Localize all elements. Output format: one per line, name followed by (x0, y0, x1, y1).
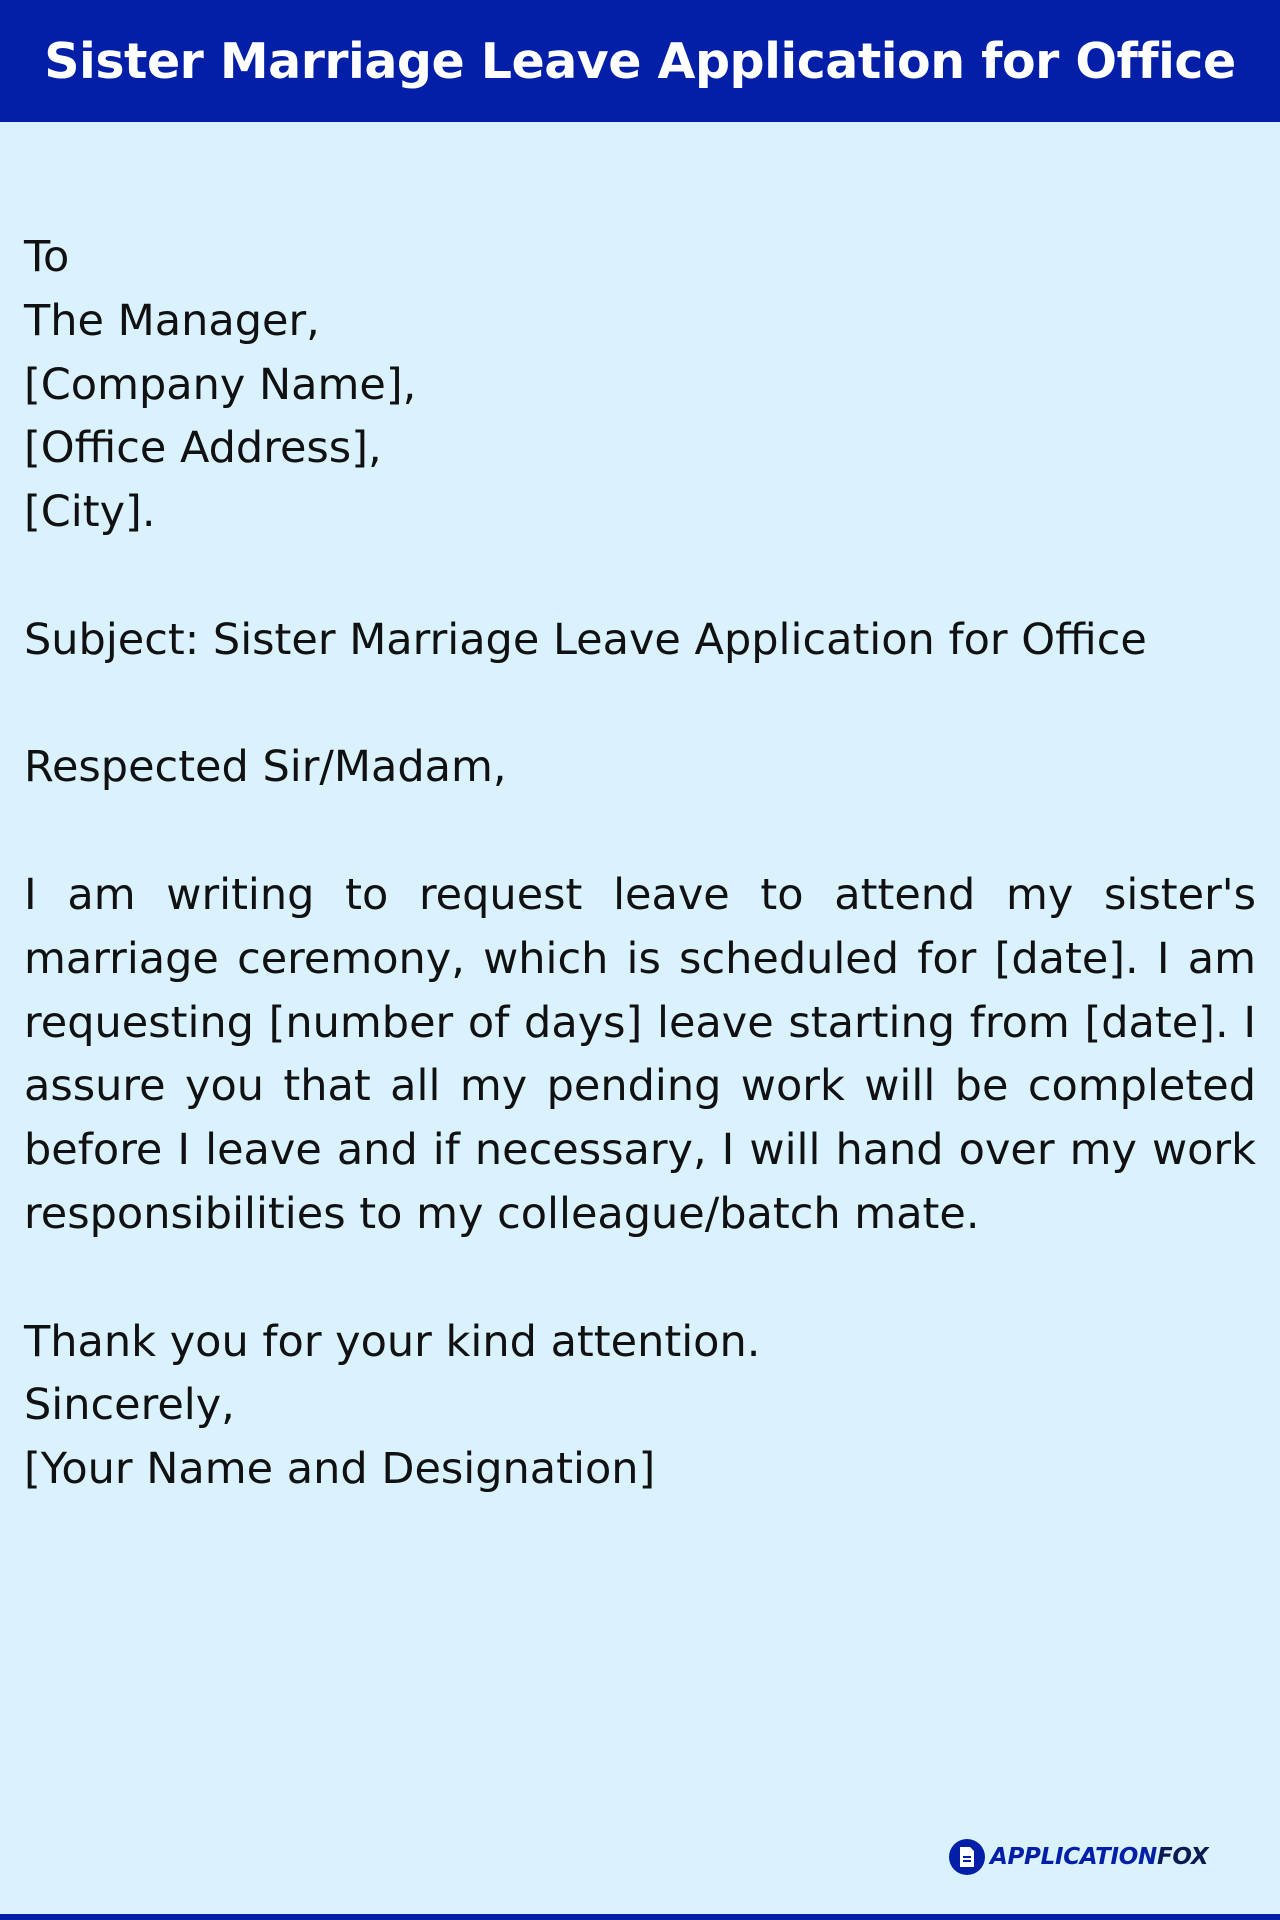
salutation: Respected Sir/Madam, (24, 742, 507, 793)
document-icon (949, 1839, 985, 1875)
header-banner (0, 0, 1280, 122)
subject-line: Subject: Sister Marriage Leave Application for Office (24, 614, 1147, 665)
brand-name-part1: APPLICATION (990, 1844, 1157, 1870)
brand-logo (949, 1837, 1208, 1877)
closing-line: Sincerely, (24, 1380, 235, 1431)
address-line: The Manager, (24, 295, 320, 346)
footer-rule (0, 1914, 1280, 1920)
address-line: [Office Address], (24, 423, 382, 474)
brand-name (990, 1844, 1208, 1870)
address-line: To (24, 232, 70, 282)
body-paragraph: I am writing to request leave to attend my sister's marriage ceremony, which is scheduled for [date]. I am requesting [number of days] leave starting from [date]. I assure you that all my pending work will be completed before I leave and if necessary, I will hand over my work responsibilities to my colleague/batch mate. (24, 869, 1256, 1239)
address-line: [Company Name], (24, 359, 417, 410)
letter-body (24, 226, 1256, 1502)
brand-name-part2: FOX (1156, 1844, 1209, 1870)
page-title: Sister Marriage Leave Application for Office (44, 32, 1236, 90)
signature-placeholder: [Your Name and Designation] (24, 1444, 656, 1495)
address-line: [City]. (24, 487, 156, 538)
closing (24, 1311, 1256, 1502)
closing-line: Thank you for your kind attention. (24, 1316, 761, 1367)
recipient-address (24, 226, 1256, 545)
